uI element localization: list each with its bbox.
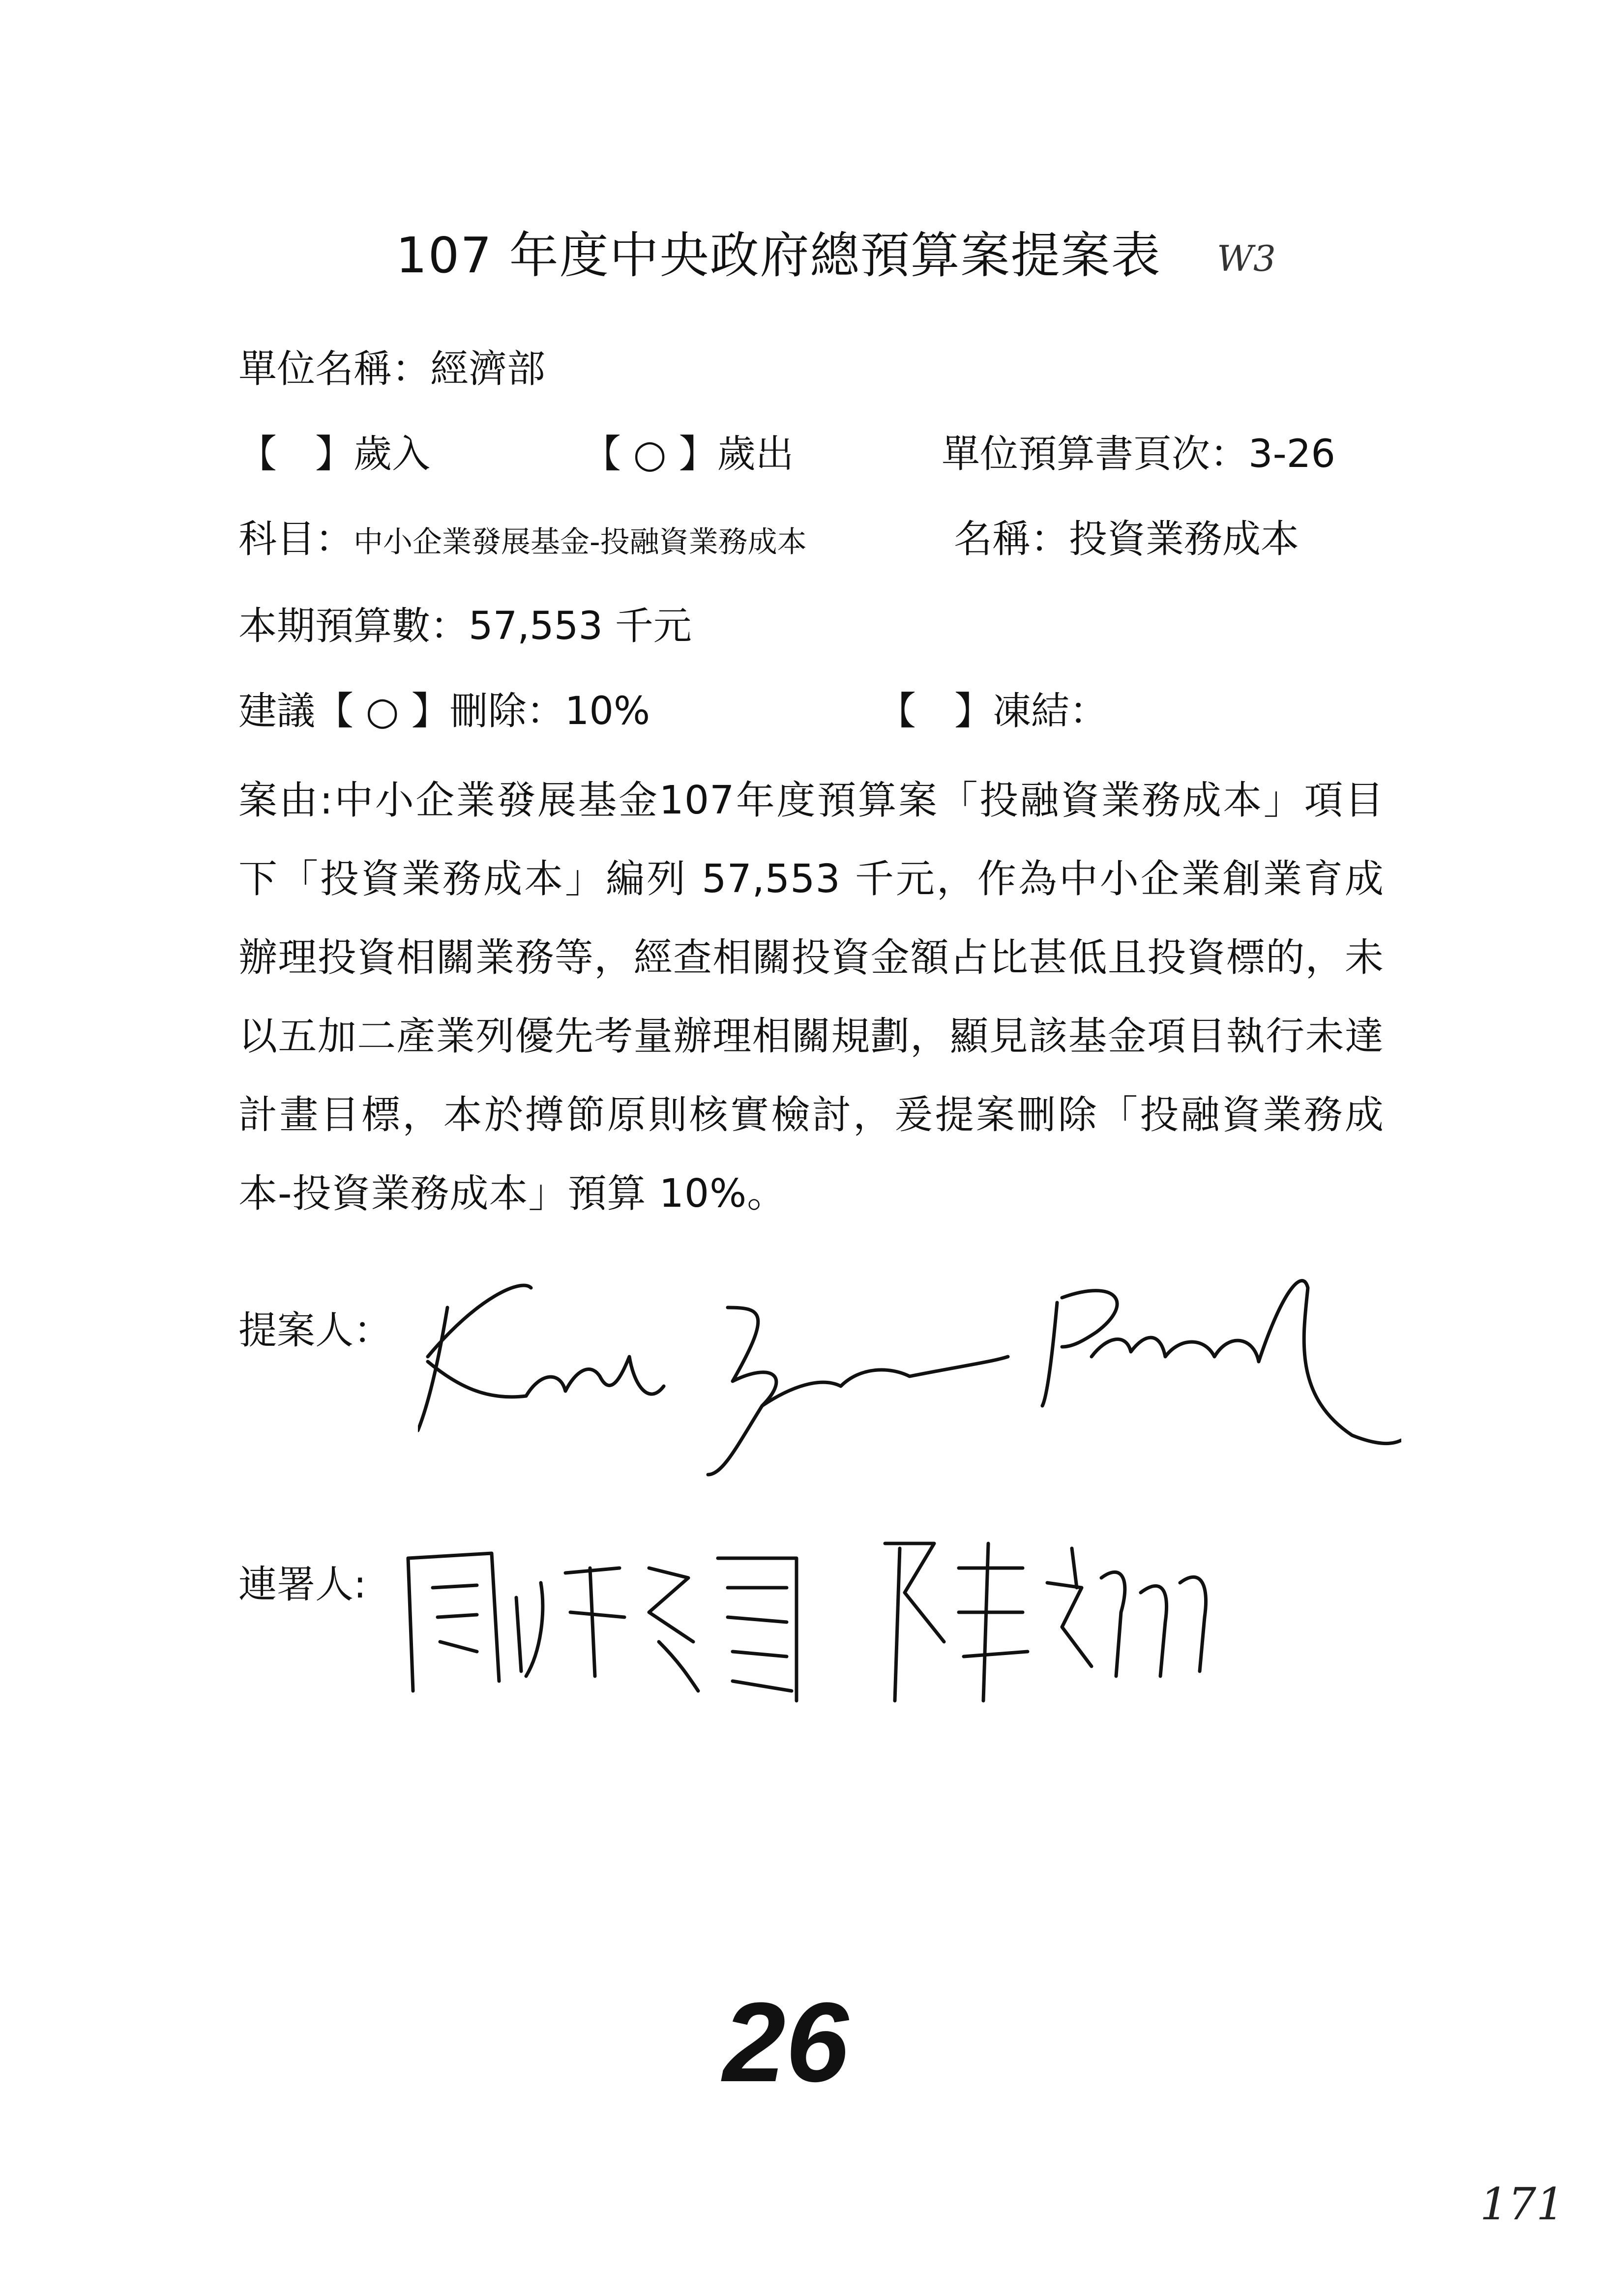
- freeze-checkbox: 【 】: [878, 689, 993, 733]
- unit-row: [238, 347, 546, 391]
- page-number: 26: [723, 1979, 849, 2105]
- subject-value: 中小企業發展基金-投融資業務成本: [354, 525, 807, 559]
- page-ref-value: 3-26: [1248, 432, 1336, 476]
- budget-value: 57,553 千元: [469, 604, 692, 648]
- delete-checkbox: 【 ○ 】: [315, 689, 450, 733]
- freeze-label: 凍結：: [993, 689, 1108, 733]
- subject-label: 科目：: [238, 517, 354, 561]
- title-handwritten-mark: W3: [1217, 238, 1276, 279]
- page-ref: [942, 432, 1336, 476]
- unit-label: 單位名稱：: [238, 347, 431, 391]
- subject-row: [238, 517, 807, 561]
- expense-option: [583, 432, 794, 476]
- delete-value: 10%: [564, 689, 650, 733]
- name-value: 投資業務成本: [1069, 517, 1299, 561]
- revenue-option: [238, 432, 431, 476]
- freeze-option: [878, 689, 1108, 733]
- budget-label: 本期預算數：: [238, 604, 469, 648]
- page-title: 107 年度中央政府總預算案提案表: [396, 227, 1161, 284]
- reason-paragraph: 案由:中小企業發展基金107年度預算案「投融資業務成本」項目下「投資業務成本」編列 57,553 千元，作為中小企業創業育成辦理投資相關業務等，經查相關投資金額占比甚低且投資標的，未以五加二產業列優先考量辦理相關規劃，顯見該基金項目執行未達計畫目標，本於撙節原則核實檢討，爰提案刪除「投融資業務成本-投資業務成本」預算 10%。: [238, 778, 1384, 1216]
- proposer-label: 提案人：: [238, 1308, 392, 1353]
- suggest-label: 建議: [238, 689, 316, 733]
- revenue-checkbox: 【 】: [238, 432, 354, 476]
- revenue-label: 歲入: [354, 432, 431, 476]
- name-row: [954, 517, 1299, 561]
- cosigner-label: 連署人:: [238, 1563, 367, 1607]
- expense-label: 歲出: [717, 432, 794, 476]
- suggest-row: [238, 689, 650, 733]
- expense-checkbox: 【 ○ 】: [583, 432, 717, 476]
- delete-label: 刪除：: [449, 689, 565, 733]
- name-label: 名稱：: [954, 517, 1069, 561]
- proposer-signature: [418, 1258, 1401, 1484]
- corner-handwritten-number: 171: [1480, 2179, 1565, 2230]
- cosigner-signatures: [393, 1514, 1278, 1711]
- budget-row: [238, 604, 692, 648]
- page-ref-label: 單位預算書頁次：: [942, 432, 1249, 476]
- unit-value: 經濟部: [430, 347, 546, 391]
